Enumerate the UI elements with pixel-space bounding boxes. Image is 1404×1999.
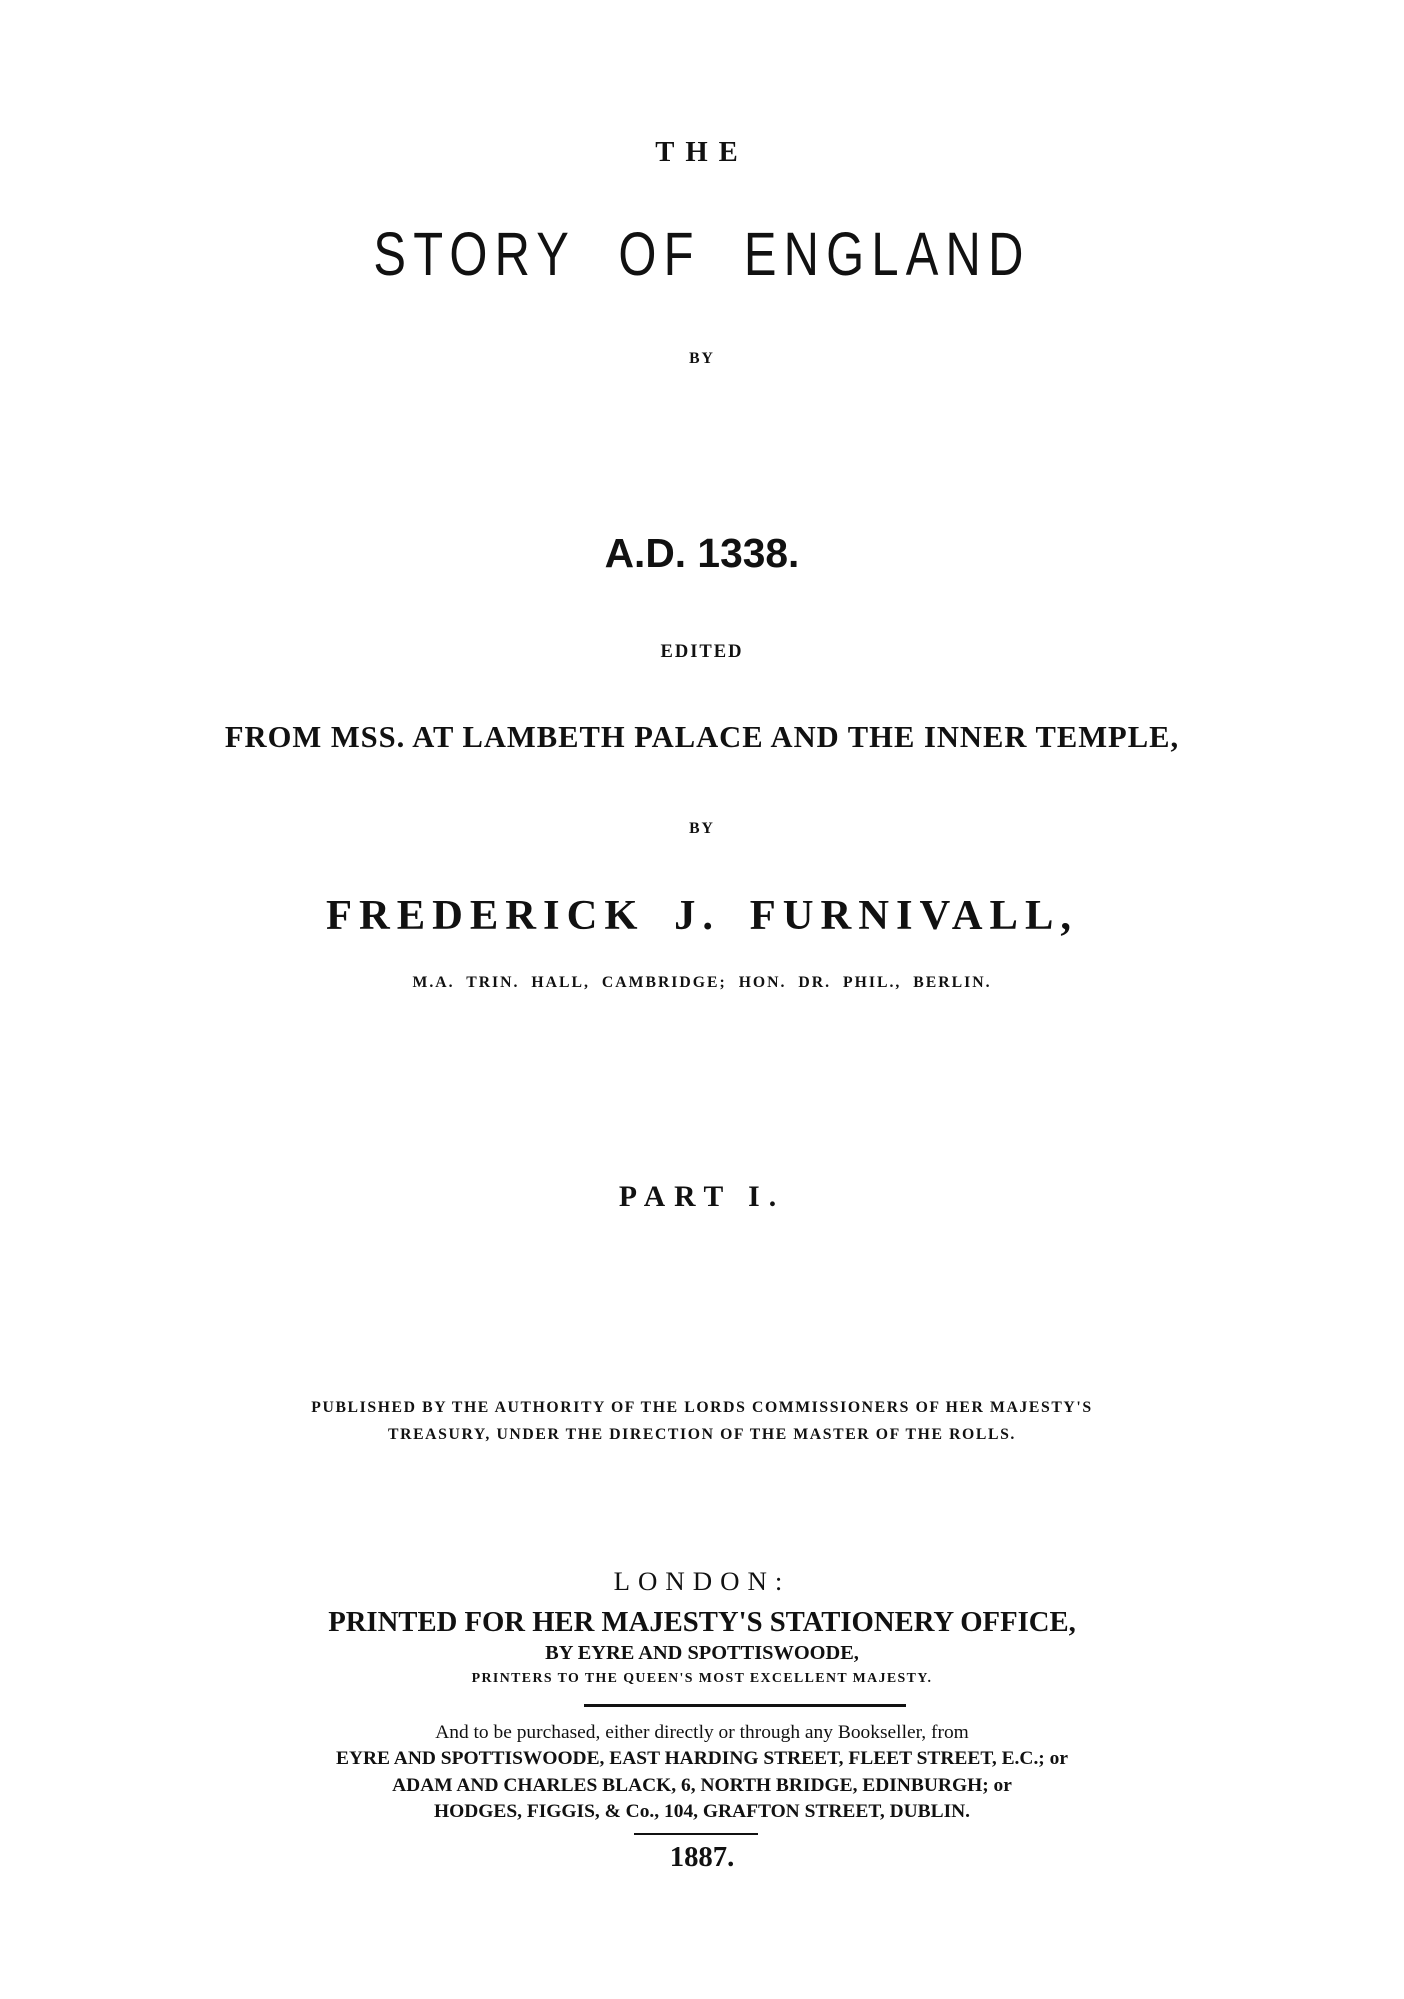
- imprint-city: LONDON:: [613, 1566, 791, 1596]
- purchase-line-2: EYRE AND SPOTTISWOODE, EAST HARDING STREET, FLEET STREET, E.C.; or: [336, 1748, 1068, 1769]
- imprint-printer-title: PRINTERS TO THE QUEEN'S MOST EXCELLENT MAJESTY.: [471, 1671, 933, 1686]
- purchase-line-4: HODGES, FIGGIS, & Co., 104, GRAFTON STREET, DUBLIN.: [433, 1801, 971, 1822]
- year-divider: [634, 1833, 758, 1835]
- imprint-printer: BY EYRE AND SPOTTISWOODE,: [545, 1642, 859, 1664]
- publication-year: 1887.: [669, 1841, 735, 1873]
- purchase-line-3: ADAM AND CHARLES BLACK, 6, NORTH BRIDGE, EDINBURGH; or: [392, 1775, 1012, 1796]
- part-number: PART I.: [618, 1181, 786, 1213]
- authority-line-1: PUBLISHED BY THE AUTHORITY OF THE LORDS COMMISSIONERS OF HER MAJESTY'S: [311, 1399, 1093, 1416]
- by-line: BY: [689, 350, 715, 367]
- book-title: STORY OF ENGLAND: [373, 220, 1031, 288]
- work-date: A.D. 1338.: [604, 530, 800, 576]
- purchase-line-1: And to be purchased, either directly or through any Bookseller, from: [435, 1722, 969, 1743]
- edited-label: EDITED: [660, 641, 744, 662]
- imprint-divider: [584, 1704, 906, 1707]
- imprint-printed-for: PRINTED FOR HER MAJESTY'S STATIONERY OFFICE,: [328, 1606, 1076, 1638]
- title-article: THE: [655, 136, 749, 168]
- editor-name: FREDERICK J. FURNIVALL,: [326, 892, 1078, 939]
- authority-line-2: TREASURY, UNDER THE DIRECTION OF THE MASTER OF THE ROLLS.: [388, 1426, 1016, 1443]
- by-editor-label: BY: [689, 820, 715, 837]
- manuscript-source: FROM MSS. AT LAMBETH PALACE AND THE INNER TEMPLE,: [224, 720, 1180, 754]
- editor-degrees: M.A. TRIN. HALL, CAMBRIDGE; HON. DR. PHIL., BERLIN.: [412, 974, 992, 991]
